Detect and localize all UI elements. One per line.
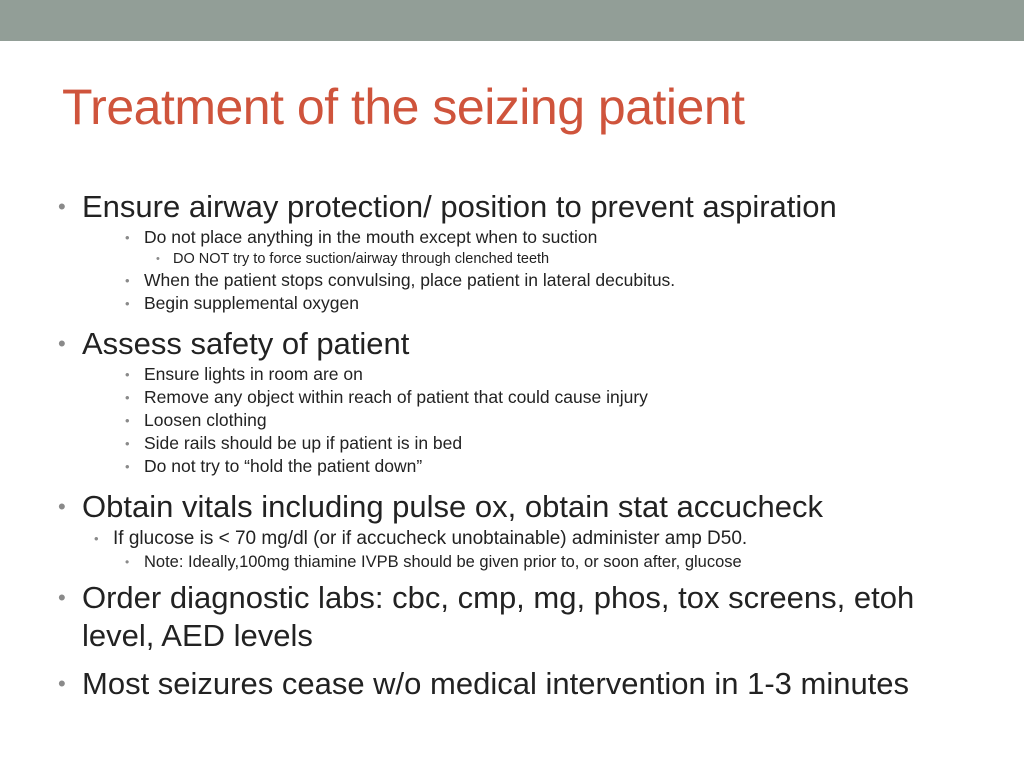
bullet-dot: • [125, 413, 130, 428]
bullet-text: Order diagnostic labs: cbc, cmp, mg, phos, tox screens, etoh level, AED levels [82, 580, 915, 653]
sub-bullet [125, 455, 1024, 478]
bullet-text: Obtain vitals including pulse ox, obtain stat accucheck [82, 489, 823, 524]
bullet-dot: • [156, 253, 160, 265]
sub-bullet [125, 226, 1024, 249]
sub-sub-bullet-text: DO NOT try to force suction/airway through clenched teeth [173, 251, 550, 267]
sub-bullet [125, 269, 1024, 292]
sub-bullet [125, 363, 1024, 386]
bullet-labs [58, 579, 942, 655]
bullet-dot: • [125, 230, 130, 245]
bullet-dot: • [125, 296, 130, 311]
bullet-text: Most seizures cease w/o medical intervention in 1-3 minutes [82, 666, 910, 701]
bullet-dot: • [58, 194, 66, 219]
sub-bullet-text: Begin supplemental oxygen [144, 293, 360, 313]
sub-sub-bullet [156, 249, 1024, 269]
bullet-vitals [58, 488, 1024, 526]
bullet-dot: • [58, 331, 66, 356]
sub-sub-bullet-text: Note: Ideally,100mg thiamine IVPB should be given prior to, or soon after, glucose [144, 553, 742, 571]
bullet-dot: • [125, 555, 130, 569]
bullet-dot: • [125, 390, 130, 405]
bullet-dot: • [58, 585, 66, 610]
bullet-text: Assess safety of patient [82, 326, 410, 361]
sub-bullet-text: Do not try to “hold the patient down” [144, 456, 423, 476]
bullet-dot: • [125, 436, 130, 451]
sub-bullet [125, 292, 1024, 315]
sub-bullet-text: Ensure lights in room are on [144, 364, 363, 384]
slide-body [0, 188, 1024, 703]
bullet-dot: • [58, 494, 66, 519]
sub-bullet-text: Remove any object within reach of patient that could cause injury [144, 387, 648, 407]
sub-bullet [125, 432, 1024, 455]
sub-bullet [125, 386, 1024, 409]
bullet-dot: • [125, 459, 130, 474]
bullet-safety [58, 325, 1024, 363]
sub-bullet-text: When the patient stops convulsing, place patient in lateral decubitus. [144, 270, 676, 290]
bullet-text: Ensure airway protection/ position to prevent aspiration [82, 189, 837, 224]
bullet-dot: • [125, 367, 130, 382]
bullet-airway [58, 188, 1024, 226]
sub-bullet-text: Do not place anything in the mouth except when to suction [144, 227, 598, 247]
bullet-seizure-duration [58, 665, 942, 703]
bullet-dot: • [58, 671, 66, 696]
top-accent-bar [0, 0, 1024, 41]
sub-bullet-text: Loosen clothing [144, 410, 267, 430]
sub-bullet [94, 526, 1024, 551]
sub-bullet [125, 409, 1024, 432]
sub-sub-bullet [125, 551, 1024, 573]
sub-bullet-text: Side rails should be up if patient is in bed [144, 433, 463, 453]
sub-bullet-text: If glucose is < 70 mg/dl (or if accucheck unobtainable) administer amp D50. [113, 528, 748, 549]
bullet-dot: • [94, 531, 99, 546]
slide-title: Treatment of the seizing patient [62, 79, 745, 135]
bullet-dot: • [125, 273, 130, 288]
